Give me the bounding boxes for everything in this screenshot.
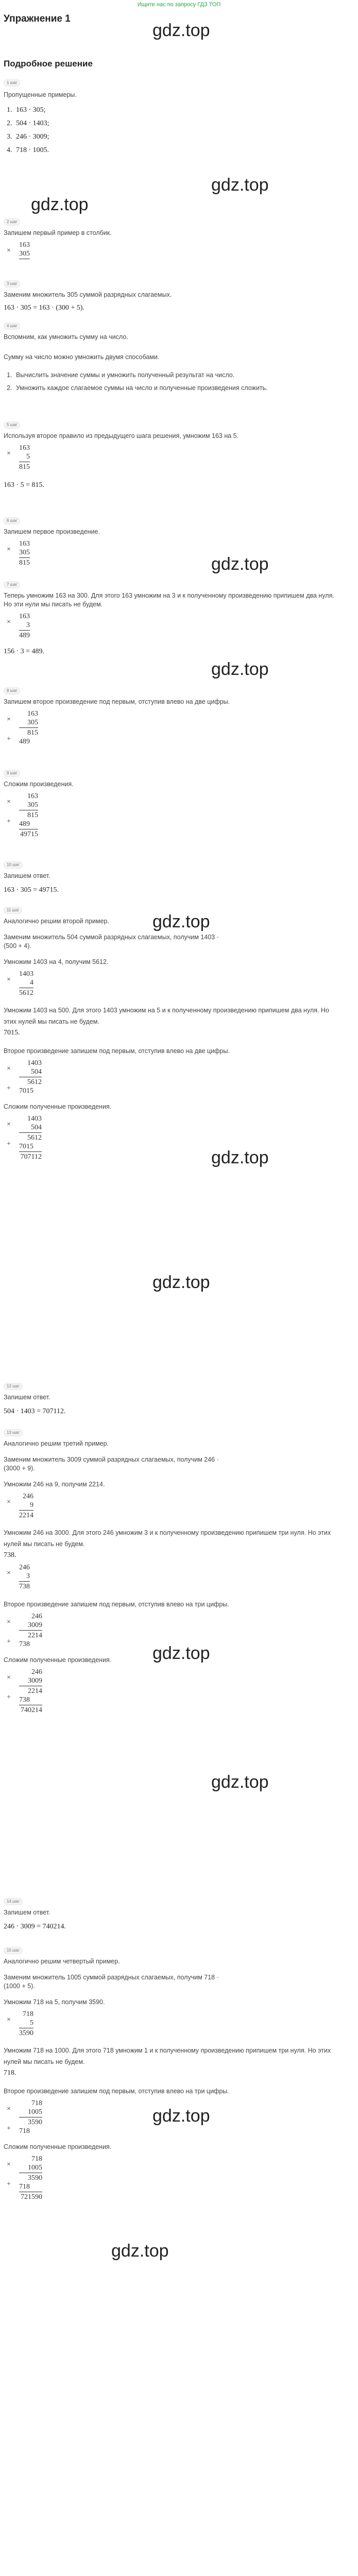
step-badge: 15 шаг <box>4 1947 23 1954</box>
operand: 5 <box>26 453 30 461</box>
list-item: 3. 246 · 3009; <box>14 130 354 144</box>
step-text: Сложим полученные произведения. <box>4 1103 112 1110</box>
expression: 718. <box>4 2069 16 2077</box>
column-multiplication: × 163 305 <box>4 241 30 260</box>
sum: 740214 <box>21 1706 42 1714</box>
column-multiplication: × 246 9 2214 <box>7 1493 33 1519</box>
step-15 <box>4 1945 354 2201</box>
watermark-logo: gdz.top <box>152 912 210 931</box>
operand: 1403 <box>27 1059 42 1067</box>
column-multiplication: × 163 3 489 <box>7 613 30 639</box>
step-10 <box>4 859 354 895</box>
product: 738 <box>19 1640 30 1648</box>
expression: 7015. <box>4 1029 20 1037</box>
step-badge: 14 шаг <box>4 1898 23 1905</box>
list-item: 2. Умножить каждое слагаемое суммы на число и полученные произведения сложить. <box>14 382 354 395</box>
column-multiplication: × + 1403 504 5612 7015 707112 <box>7 1115 42 1161</box>
step-badge: 12 шаг <box>4 1383 23 1390</box>
operand: 1005 <box>28 2164 42 2172</box>
watermark-logo: gdz.top <box>211 175 269 195</box>
product: 718 <box>19 2127 30 2135</box>
product: 815 <box>27 811 38 819</box>
step-text: Заменим множитель 504 суммой разрядных слагаемых, получим 1403 · (500 + 4). <box>4 934 219 950</box>
step-badge: 1 шаг <box>4 79 20 87</box>
product: 3590 <box>19 2029 33 2037</box>
operand: 305 <box>27 801 38 809</box>
step-text: Умножим 1403 на 500. Для этого 1403 умножим на 5 и к полученному произведению припишем два нуля. Но этих нулей мы писать не будем. <box>4 1007 329 1025</box>
column-multiplication: × + 246 3009 2214 738 740214 <box>7 1668 42 1714</box>
operand: 163 <box>19 540 30 548</box>
product: 738 <box>19 1696 30 1704</box>
step-text: Умножим 1403 на 4, получим 5612. <box>4 958 109 965</box>
expression: 504 · 1403 = 707112. <box>4 1408 66 1415</box>
sum: 707112 <box>20 1153 42 1161</box>
step-badge: 7 шаг <box>4 581 20 588</box>
step-text: Запишем первое произведение. <box>4 528 100 535</box>
operand: 1005 <box>28 2108 42 2116</box>
step-badge: 4 шаг <box>4 323 20 330</box>
product: 3590 <box>28 2174 42 2182</box>
step-badge: 10 шаг <box>4 861 23 869</box>
expression: 156 · 3 = 489. <box>4 648 45 655</box>
product: 5612 <box>27 1078 42 1086</box>
operand: 718 <box>31 2099 42 2107</box>
operand: 305 <box>19 250 30 258</box>
product: 5612 <box>19 989 33 997</box>
product: 2214 <box>28 1632 42 1639</box>
operand: 163 <box>19 241 30 249</box>
operand: 305 <box>27 719 38 726</box>
operand: 3 <box>26 1572 30 1580</box>
step-text: Запишем ответ. <box>4 872 50 879</box>
operand: 3009 <box>28 1677 42 1685</box>
operand: 718 <box>31 2155 42 2163</box>
watermark-logo: gdz.top <box>211 1772 269 1792</box>
product: 489 <box>19 820 30 828</box>
column-multiplication: × + 718 1005 3590 718 721590 <box>7 2155 42 2201</box>
exercise-title: Упражнение 1 <box>4 13 71 24</box>
step-text: Сложим полученные произведения. <box>4 2143 112 2150</box>
watermark-logo: gdz.top <box>152 1643 210 1663</box>
step-text: Умножим 718 на 5, получим 3590. <box>4 1998 105 2006</box>
sum: 721590 <box>21 2193 42 2201</box>
column-multiplication: × + 718 1005 3590 718 <box>7 2099 42 2135</box>
step-badge: 3 шаг <box>4 280 20 287</box>
watermark-logo: gdz.top <box>152 21 210 40</box>
step-text: Аналогично решим третий пример. <box>4 1440 109 1447</box>
step-text: Сложим полученные произведения. <box>4 1656 112 1664</box>
list-item: 1. 163 · 305; <box>14 104 354 117</box>
step-text: Вспомним, как умножить сумму на число. <box>4 333 128 341</box>
watermark-logo: gdz.top <box>211 554 269 574</box>
list-item: 4. 718 · 1005. <box>14 144 354 157</box>
step-text: Сумму на число можно умножить двумя способами. <box>4 353 160 361</box>
column-multiplication: × 246 3 738 <box>7 1564 30 1590</box>
product: 815 <box>19 463 30 471</box>
step-text: Заменим множитель 305 суммой разрядных слагаемых. <box>4 291 172 298</box>
step-text: Второе произведение запишем под первым, отступив влево на две цифры. <box>4 1047 230 1055</box>
step-badge: 11 шаг <box>4 907 22 914</box>
watermark-logo: gdz.top <box>152 1273 210 1292</box>
step-text: Запишем ответ. <box>4 1909 50 1916</box>
step-3 <box>4 278 354 313</box>
step-14 <box>4 1896 354 1931</box>
product: 489 <box>19 738 30 745</box>
step-text: Умножим 246 на 9, получим 2214. <box>4 1481 105 1488</box>
step-2 <box>4 216 354 260</box>
column-multiplication: × + 163 305 815 489 <box>7 710 38 745</box>
step-badge: 2 шаг <box>4 218 20 226</box>
expression: 246 · 3009 = 740214. <box>4 1923 66 1930</box>
column-multiplication: × + 246 3009 2214 738 <box>7 1613 42 1648</box>
product: 489 <box>19 632 30 639</box>
step-4 <box>4 320 354 395</box>
product: 3590 <box>28 2119 42 2126</box>
product: 7015 <box>19 1143 33 1150</box>
step-badge: 6 шаг <box>4 517 20 524</box>
step-5 <box>4 419 354 490</box>
watermark-logo: gdz.top <box>31 195 89 214</box>
step-text: Второе произведение запишем под первым, отступив влево на три цифры. <box>4 1601 229 1608</box>
column-multiplication: × 1403 4 5612 <box>7 970 33 997</box>
operand: 1403 <box>19 970 33 978</box>
step-9 <box>4 768 354 839</box>
operand: 246 <box>31 1613 42 1620</box>
operand: 246 <box>23 1493 33 1500</box>
column-multiplication: × 163 305 815 <box>7 540 30 567</box>
operand: 246 <box>31 1668 42 1676</box>
product: 815 <box>19 559 30 567</box>
operand: 3 <box>26 621 30 629</box>
step-text: Теперь умножим 163 на 300. Для этого 163 умножим на 3 и к полученному произведению припишем два нуля. Но эти нули мы писать не будем. <box>4 592 334 608</box>
operand: 9 <box>30 1501 33 1509</box>
watermark-logo: gdz.top <box>152 2106 210 2126</box>
expression: 738. <box>4 1551 16 1559</box>
operand: 305 <box>19 549 30 556</box>
step-1 <box>4 77 354 157</box>
step-text: Используя второе правило из предыдущего шага решения, умножим 163 на 5. <box>4 432 239 439</box>
step-text: Запишем первый пример в столбик. <box>4 229 112 236</box>
product: 7015 <box>19 1087 33 1095</box>
step-11 <box>4 905 354 1161</box>
step-text: Аналогично решим четвертый пример. <box>4 1958 120 1965</box>
step-text: Умножим 718 на 1000. Для этого 718 умножим 1 и к полученному произведению припишем три нуля. Но этих нулей мы писать не будем. <box>4 2047 331 2065</box>
operand: 5 <box>30 2019 33 2027</box>
operand: 163 <box>19 613 30 620</box>
step-text: Аналогично решим второй пример. <box>4 918 109 925</box>
operand: 3009 <box>28 1621 42 1629</box>
operand: 504 <box>31 1124 42 1131</box>
column-multiplication: × + 1403 504 5612 7015 <box>7 1059 42 1095</box>
step-text: Запишем ответ. <box>4 1394 50 1401</box>
step-text: Заменим множитель 1005 суммой разрядных слагаемых, получим 718 · (1000 + 5). <box>4 1974 219 1990</box>
column-multiplication: × 718 5 3590 <box>7 2010 33 2037</box>
step-badge: 13 шаг <box>4 1429 23 1436</box>
operand: 4 <box>30 979 33 987</box>
operand: 1403 <box>27 1115 42 1123</box>
list-item: 1. Вычислить значение суммы и умножить полученный результат на число. <box>14 369 354 382</box>
expression: 163 · 305 = 163 · (300 + 5). <box>4 304 84 312</box>
operand: 163 <box>27 710 38 718</box>
step-13 <box>4 1427 354 1715</box>
top-search-link[interactable]: Ищите нас по запросу ГДЗ ТОП <box>137 2 221 8</box>
operand: 246 <box>19 1564 30 1571</box>
product: 2214 <box>28 1687 42 1695</box>
step-8 <box>4 685 354 746</box>
step-12 <box>4 1381 354 1416</box>
column-multiplication: × 163 5 815 <box>7 444 30 471</box>
step-7 <box>4 579 354 656</box>
step-text: Умножим 246 на 3000. Для этого 246 умножим 3 и к полученному произведению припишем три нуля. Но этих нулей мы писать не будем. <box>4 1529 331 1548</box>
step-badge: 8 шаг <box>4 687 20 694</box>
watermark-logo: gdz.top <box>211 659 269 679</box>
step-badge: 9 шаг <box>4 770 20 777</box>
sum: 49715 <box>20 831 38 838</box>
step-text: Заменим множитель 3009 суммой разрядных слагаемых, получим 246 · (3000 + 9). <box>4 1456 219 1472</box>
step-badge: 5 шаг <box>4 421 20 429</box>
step-text: Запишем второе произведение под первым, отступив влево на две цифры. <box>4 698 230 705</box>
list-item: 2. 504 · 1403; <box>14 117 354 130</box>
step-text: Пропущенные примеры. <box>4 91 77 98</box>
product: 815 <box>27 729 38 737</box>
operand: 163 <box>27 792 38 800</box>
watermark-logo: gdz.top <box>111 2241 169 2261</box>
product: 5612 <box>27 1134 42 1142</box>
product: 738 <box>19 1583 30 1590</box>
step-text: Сложим произведения. <box>4 781 74 788</box>
expression: 163 · 305 = 49715. <box>4 886 59 894</box>
solution-subtitle: Подробное решение <box>4 59 93 69</box>
watermark-logo: gdz.top <box>211 1148 269 1167</box>
operand: 504 <box>31 1068 42 1076</box>
product: 2214 <box>19 1512 33 1519</box>
column-multiplication: × + 163 305 815 489 49715 <box>7 792 38 838</box>
operand: 718 <box>23 2010 33 2018</box>
expression: 163 · 5 = 815. <box>4 481 45 489</box>
product: 718 <box>19 2183 30 2191</box>
operand: 163 <box>19 444 30 452</box>
step-6 <box>4 515 354 567</box>
step-text: Второе произведение запишем под первым, отступив влево на три цифры. <box>4 2088 229 2095</box>
